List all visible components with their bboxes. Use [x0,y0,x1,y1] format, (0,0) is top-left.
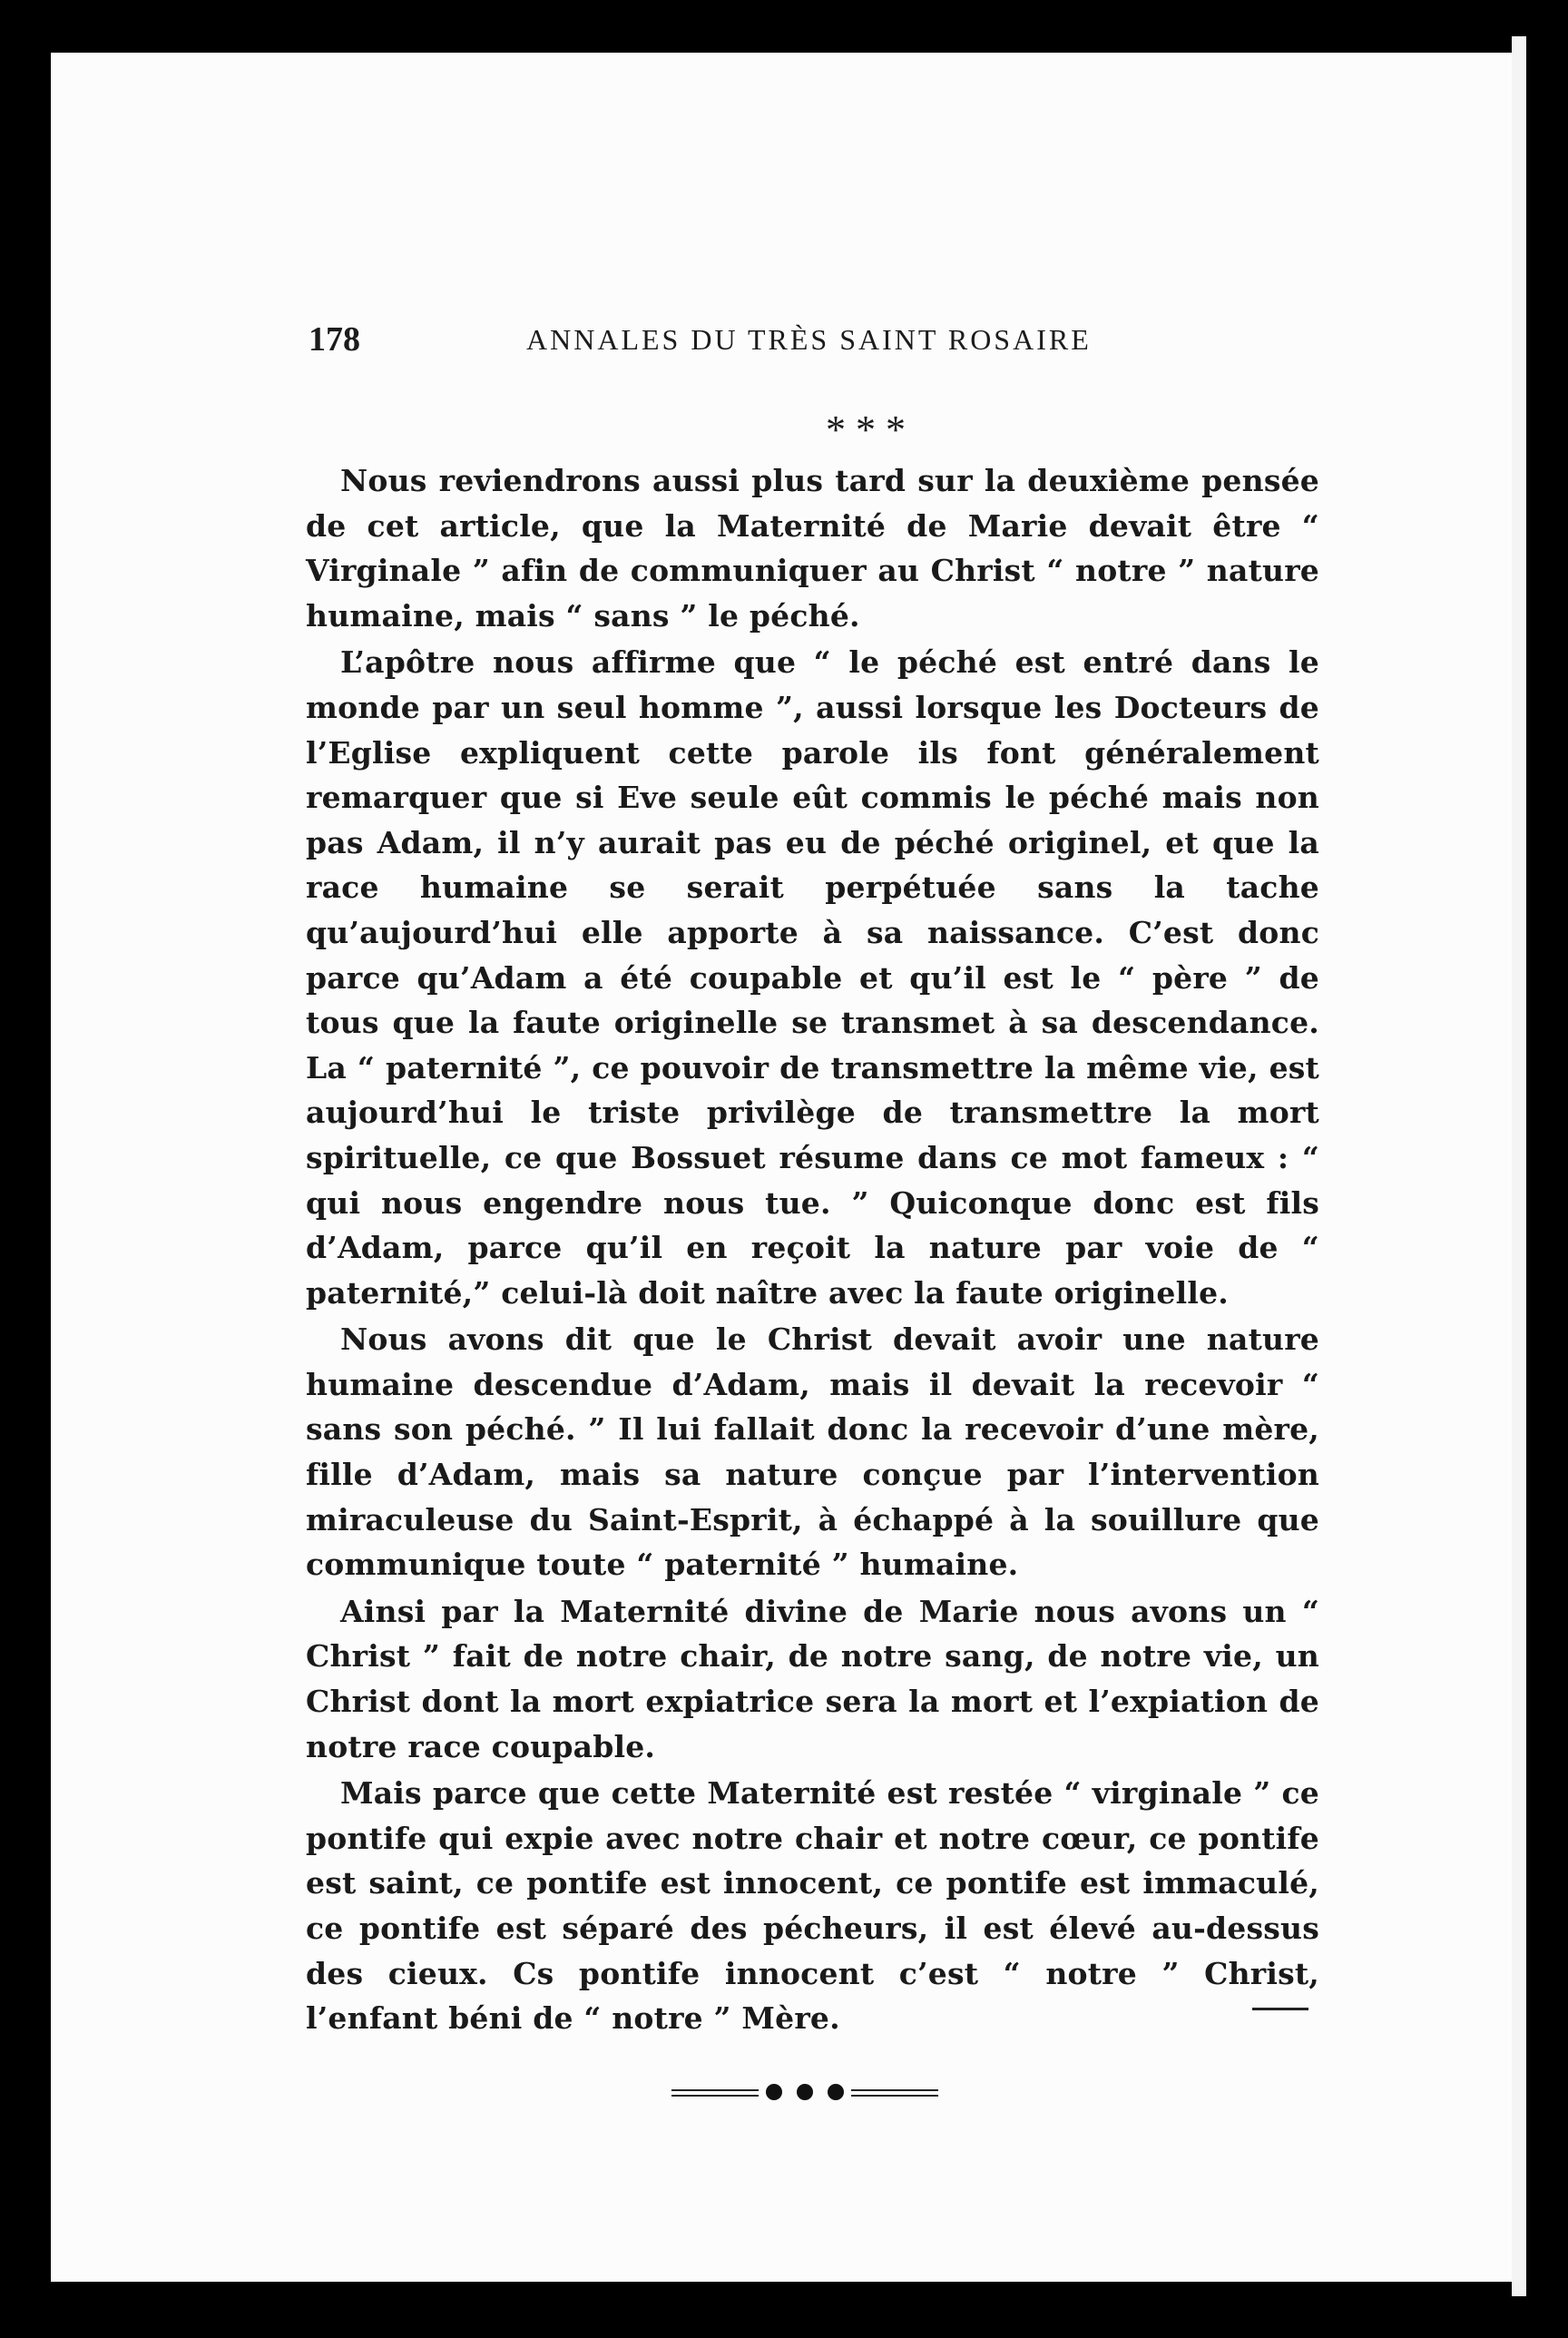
stray-underline-mark [1252,2008,1308,2010]
section-break-asterism: * * * [826,408,906,452]
paragraph: Nous reviendrons aussi plus tard sur la deuxième pensée de cet article, que la Maternité de Marie devait être “ Virginale ” afin de communiquer au Christ “ notre ” nature humaine, mais “ sans ” le péché. [306,463,1319,634]
adjacent-page-edge [1512,36,1526,2296]
end-ornament [671,2082,944,2104]
paragraph: L’apôtre nous affirme que “ le péché est entré dans le monde par un seul homme ”, aussi lorsque les Docteurs de l’Eglise expliquent cette parole ils font généralement remarquer que si Eve seule eût commis le péché mais non pas Adam, il n’y aurait pas eu de péché originel, et que la race humaine se serait perpétuée sans la tache qu’aujourd’hui elle apporte à sa naissance. C’est donc parce qu’Adam a été coupable et qu’il est le “ père ” de tous que la faute originelle se transmet à sa descendance. La “ paternité ”, ce pouvoir de transmettre la même vie, est aujourd’hui le triste privilège de transmettre la mort spirituelle, ce que Bossuet résume dans ce mot fameux : “ qui nous engendre nous tue. ” Quiconque donc est fils d’Adam, parce qu’il en reçoit la nature par voie de “ paternité,” celui-là doit naître avec la faute originelle. [306,644,1319,1311]
page-number: 178 [309,320,360,359]
body-text [306,458,1319,2043]
paragraph: Nous avons dit que le Christ devait avoir une nature humaine descendue d’Adam, mais il devait la recevoir “ sans son péché. ” Il lui fallait donc la recevoir d’une mère, fille d’Adam, mais sa nature conçue par l’intervention miraculeuse du Saint-Esprit, à échappé à la souillure que communique toute “ paternité ” humaine. [306,1321,1319,1583]
page-header [254,319,1171,374]
paragraph: Mais parce que cette Maternité est restée “ virginale ” ce pontife qui expie avec notre chair et notre cœur, ce pontife est saint, ce pontife est innocent, ce pontife est immaculé, ce pontife est séparé des pécheurs, il est élevé au-dessus des cieux. Cs pontife innocent c’est “ notre ” Christ, l’enfant béni de “ notre ” Mère. [306,1775,1319,2037]
running-title: ANNALES DU TRÈS SAINT ROSAIRE [526,323,1092,356]
paragraph: Ainsi par la Maternité divine de Marie nous avons un “ Christ ” fait de notre chair, de notre sang, de notre vie, un Christ dont la mort expiatrice sera la mort et l’expiation de notre race coupable. [306,1593,1319,1764]
